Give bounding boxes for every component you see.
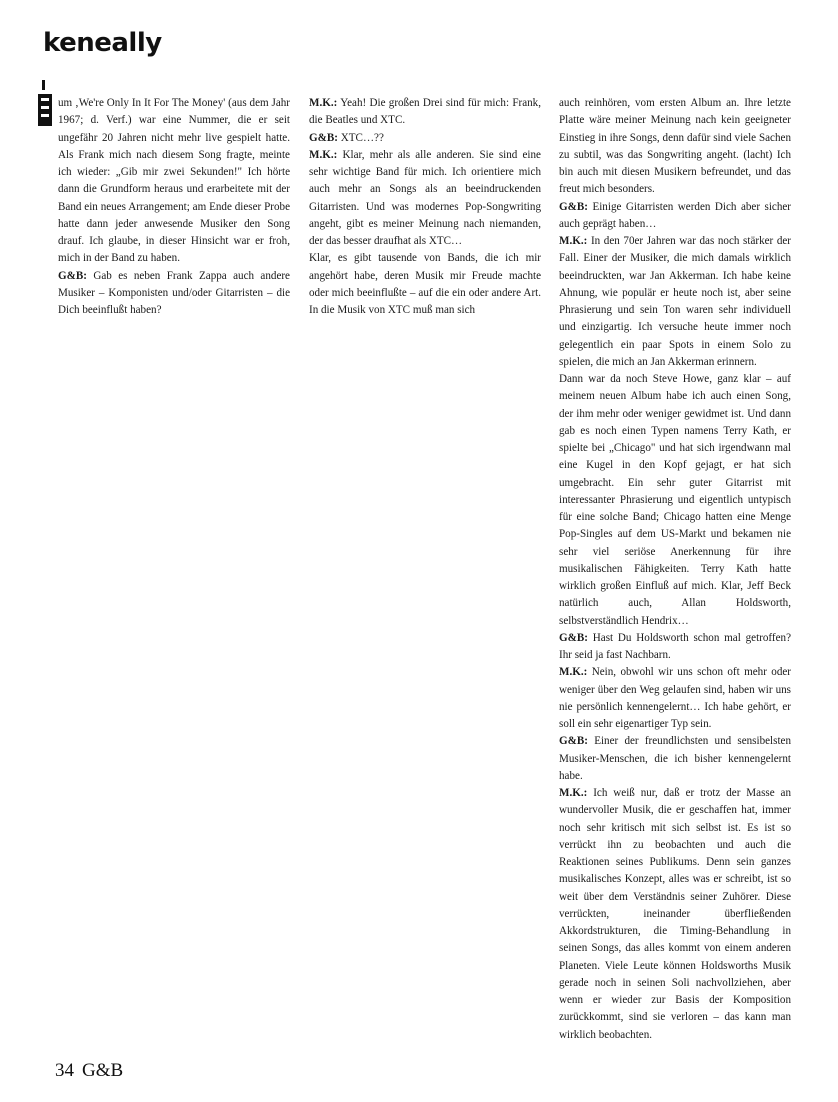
speaker-label: M.K.: — [559, 235, 588, 247]
paragraph — [559, 233, 791, 371]
paragraph — [559, 199, 791, 234]
magazine-name: G&B — [82, 1060, 124, 1081]
page-number: 34 — [55, 1060, 74, 1081]
text-column-3 — [559, 95, 791, 1044]
paragraph-text: Einer der freundlichsten und sensibelsten Musiker-Menschen, die ich bisher kennengelernt habe. — [559, 735, 791, 782]
speaker-label: G&B: — [559, 200, 588, 213]
paragraph — [559, 733, 791, 785]
page-footer — [55, 1060, 131, 1082]
paragraph-text: Klar, mehr als alle anderen. Sie sind eine sehr wichtige Band für mich. Ich orientiere mich auch mehr an Songs als an beeindruckenden Gitarristen. Und was modernes Pop-Songwriting angeht, gibt es meiner Meinung nach niemanden, der das besser draufhat als XTC… — [309, 148, 541, 247]
speaker-label: G&B: — [58, 269, 87, 282]
text-column-1 — [58, 95, 290, 319]
paragraph — [309, 250, 541, 319]
speaker-label: M.K.: — [309, 148, 338, 161]
paragraph-text: Hast Du Holdsworth schon mal getroffen? Ihr seid ja fast Nachbarn. — [559, 631, 791, 661]
paragraph — [309, 95, 541, 130]
paragraph — [559, 95, 791, 199]
paragraph-text: Klar, es gibt tausende von Bands, die ich mir angehört habe, deren Musik mir Freude machte oder mich beeinflußte – auf die ein oder andere Art. In die Musik von XTC muß man sich — [309, 252, 541, 316]
paragraph-text: Ich weiß nur, daß er trotz der Masse an wundervoller Musik, die er geschaffen hat, immer noch sehr kritisch mit sich selbst ist. Es ist so verrückt ihn zu beobachten und auch die Reaktionen seines Publikums. Denn sein ganzes musikalisches Konzept, alles was er schreibt, ist so weit über dem Verständnis seiner Zuhörer. Diese verrückten, ineinander überfließenden Akkordstrukturen, die Timing-Behandlung in seinen Songs, das alles kommt von einem anderen Planeten. Viele Leute können Holdsworths Musik gerade noch in seinen Soli nachvollziehen, aber wenn er wieder zur Basis der Komposition zurückkommt, sind sie verloren – das kann man wirklich beobachten. — [559, 787, 791, 1041]
paragraph — [559, 785, 791, 1044]
speaker-label: M.K.: — [559, 666, 588, 679]
speaker-label: G&B: — [559, 735, 588, 748]
paragraph-text: auch reinhören, vom ersten Album an. Ihre letzte Platte wäre meiner Meinung nach kein geeigneter Einstieg in ihre Songs, denn dafür sind viele Sachen zu subtil, was das Songwriting angeht. (lacht) Ich bin auch mit diesen Musikern befreundet, und das freut mich besonders. — [559, 97, 791, 196]
page-title: keneally — [43, 28, 162, 58]
paragraph — [58, 95, 290, 268]
paragraph — [58, 268, 290, 320]
paragraph-text: XTC…?? — [340, 131, 384, 144]
paragraph — [309, 130, 541, 147]
text-column-2 — [309, 95, 541, 319]
side-tab-mark — [38, 78, 52, 126]
paragraph-text: Nein, obwohl wir uns schon oft mehr oder weniger über den Weg gelaufen sind, haben wir uns nie persönlich kennengelernt… Ich habe gehört, er soll ein sehr eigenartiger Typ sein. — [559, 666, 791, 730]
paragraph-text: um ‚We're Only In It For The Money' (aus dem Jahr 1967; d. Verf.) war eine Nummer, die er seit ungefähr 20 Jahren nicht mehr live gespielt hatte. Als Frank mich nach diesem Song fragte, meinte ich wieder: „Gib mir zwei Sekunden!" Ich hörte dann die Grundform heraus und erarbeitete mit der Band ein neues Arrangement; am Ende dieser Probe hatte dann jeder anwesende Musiker den Song drauf. Ich glaube, in dieser Hinsicht war er froh, mich in der Band zu haben. — [58, 97, 290, 265]
paragraph — [559, 630, 791, 665]
speaker-label: M.K.: — [559, 787, 588, 799]
paragraph-text: Yeah! Die großen Drei sind für mich: Frank, die Beatles und XTC. — [309, 97, 541, 127]
speaker-label: M.K.: — [309, 97, 338, 109]
paragraph-text: Dann war da noch Steve Howe, ganz klar – auf meinem neuen Album habe ich auch einen Song, der ihm mehr oder weniger gewidmet ist. Und dann gab es noch einen Typen namens Terry Kath, er spielte bei „Chicago" und hat sich irgendwann mal eine Kugel in den Kopf gejagt, er hat sich umgebracht. Ein sehr guter Gitarrist mit interessanter Phrasierung und eigentlich untypisch für eine solche Band; Chicago hatten eine Menge Pop-Singles auf dem US-Markt und bekamen nie sehr viel seriöse Anerkennung für ihre musikalischen Fähigkeiten. Terry Kath hatte wirklich großen Einfluß auf mich. Klar, Jeff Beck natürlich auch, Allan Holdsworth, selbstverständlich Hendrix… — [559, 373, 791, 627]
paragraph — [309, 147, 541, 251]
paragraph-text: Gab es neben Frank Zappa auch andere Musiker – Komponisten und/oder Gitarristen – die Dich beeinflußt haben? — [58, 269, 290, 316]
speaker-label: G&B: — [309, 131, 338, 144]
paragraph — [559, 371, 791, 630]
paragraph — [559, 664, 791, 733]
speaker-label: G&B: — [559, 631, 588, 644]
paragraph-text: In den 70er Jahren war das noch stärker der Fall. Einer der Musiker, die mich damals wirklich beeindruckten, war Jan Akkerman. Ich habe keine Ahnung, wie populär er heute noch ist, aber seine Phrasierung und sein Ton waren sehr individuell und einzigartig. Ich versuche heute immer noch gelegentlich ein paar Spots in einem Solo zu spielen, die mich an Jan Akkerman erinnern. — [559, 235, 791, 368]
paragraph-text: Einige Gitarristen werden Dich aber sicher auch geprägt haben… — [559, 200, 791, 230]
